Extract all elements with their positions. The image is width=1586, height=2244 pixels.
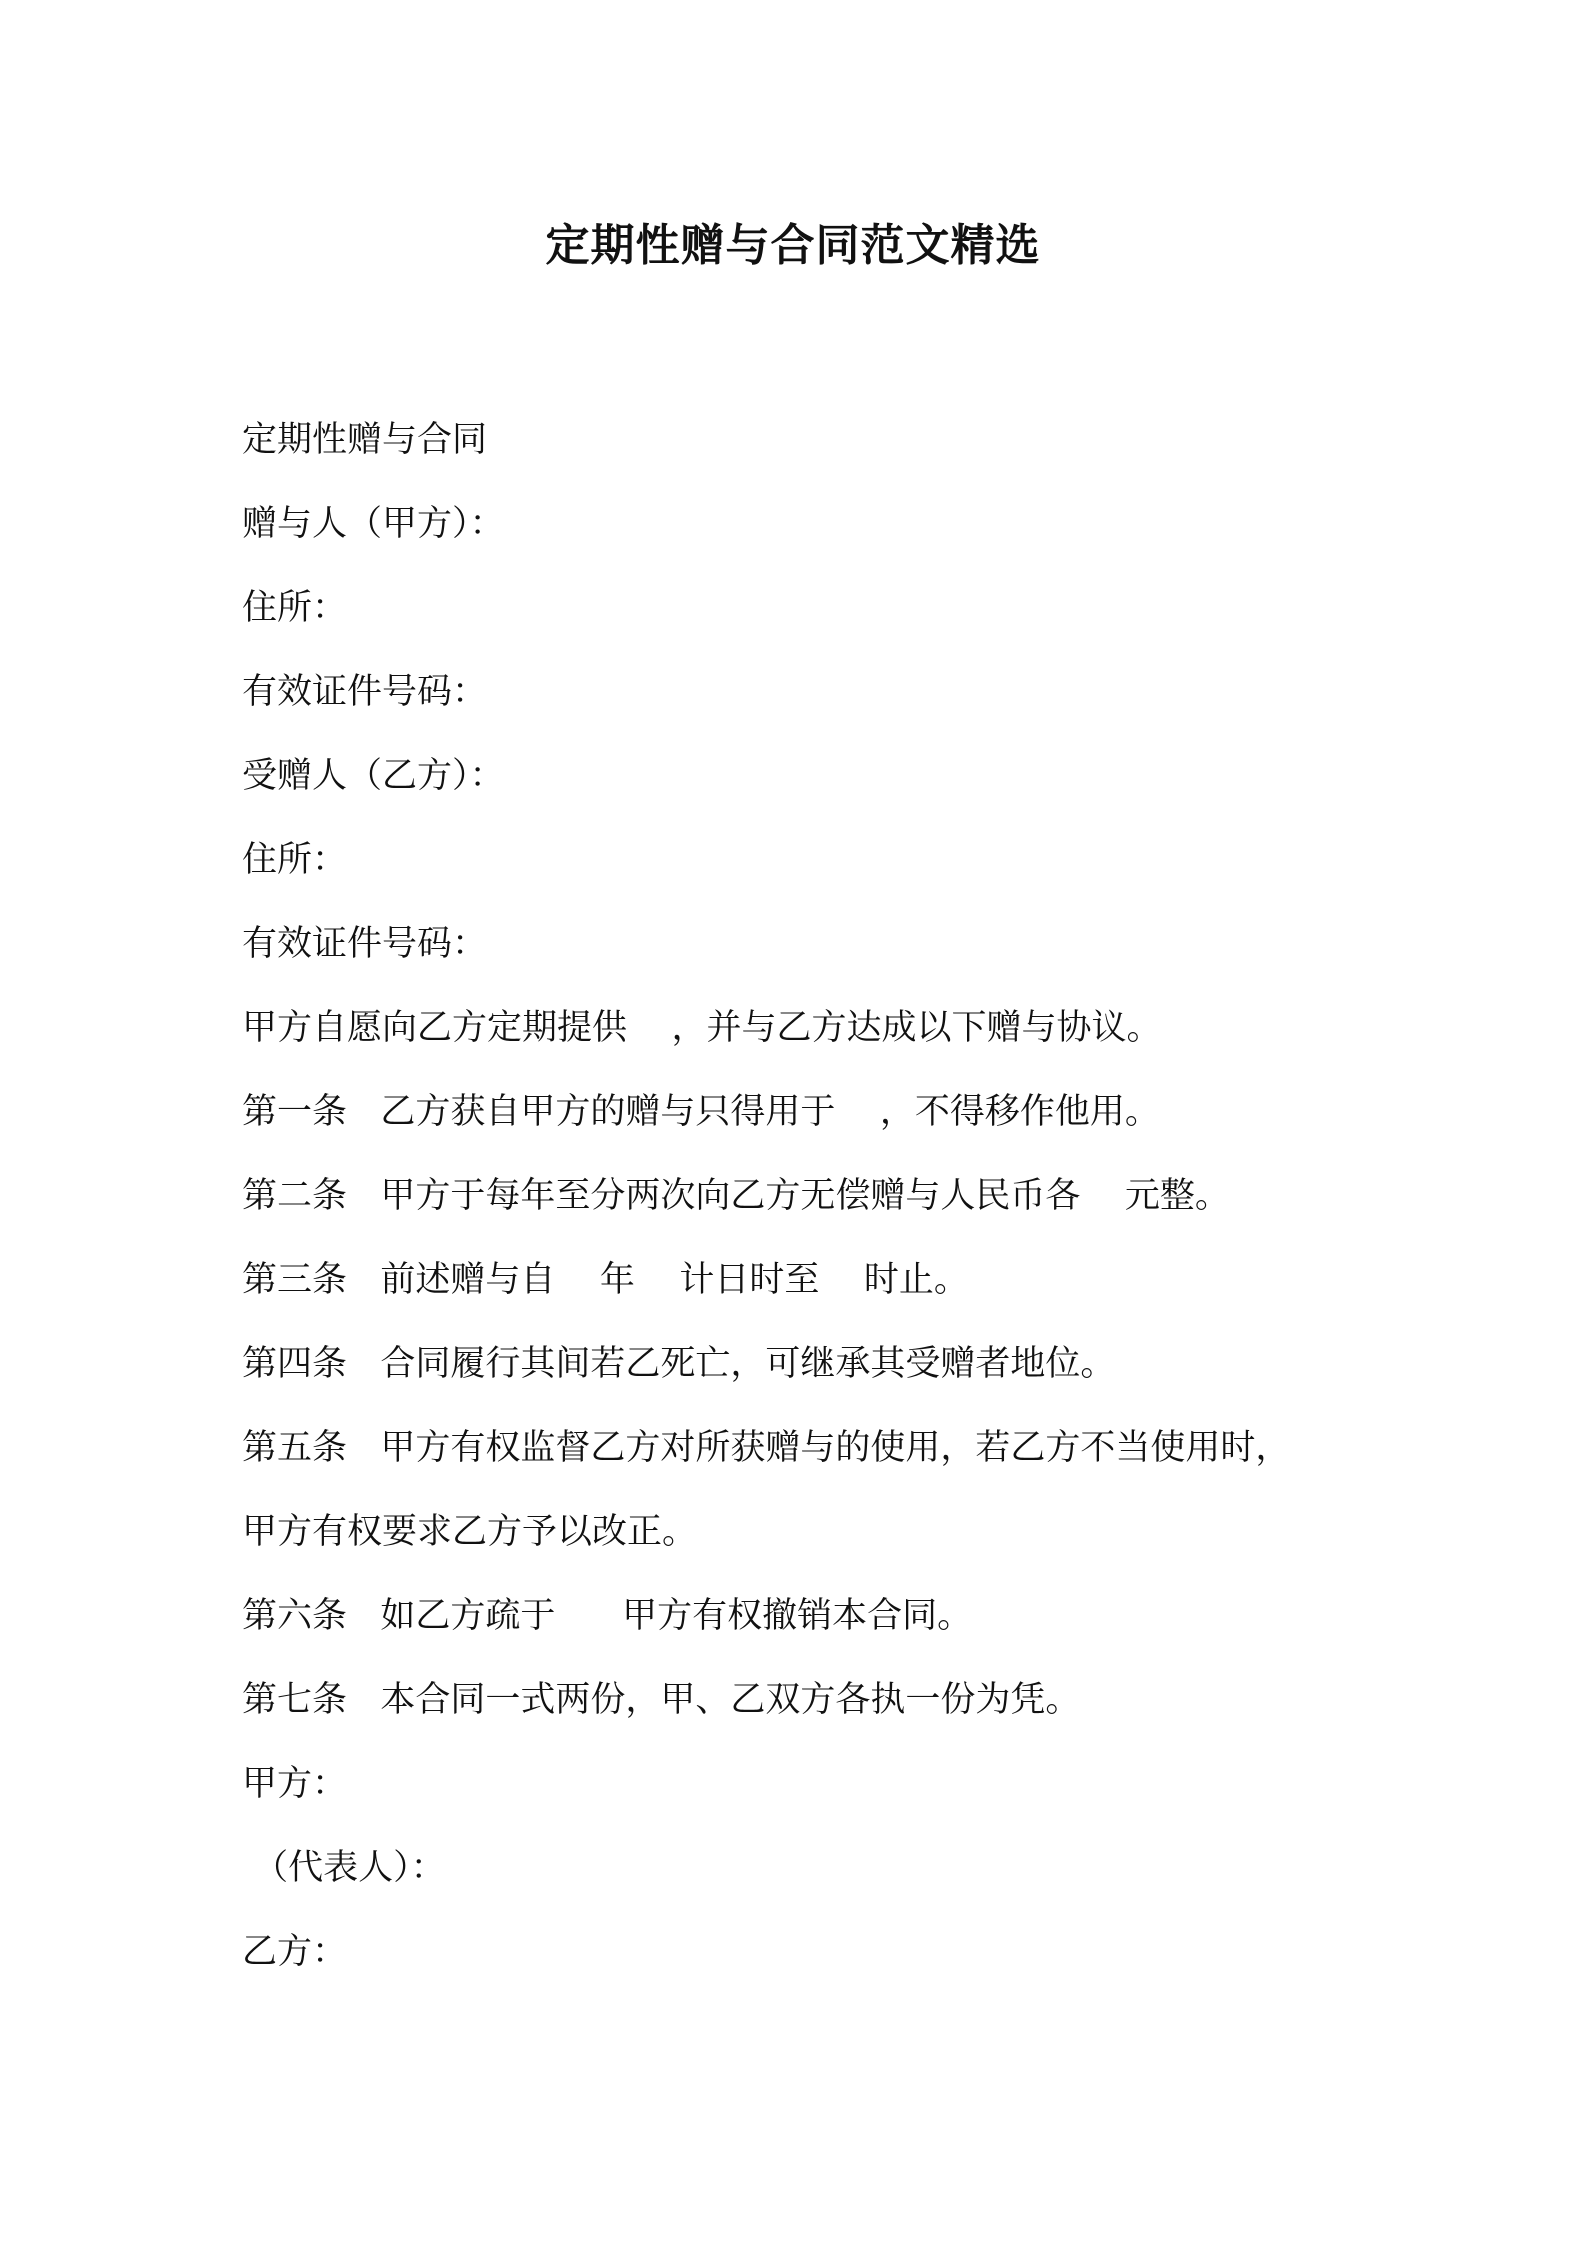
donor-address-label: 住所：	[242, 588, 348, 628]
donee-label: 受赠人（乙方）：	[242, 756, 505, 796]
donor-label: 赠与人（甲方）：	[242, 504, 505, 544]
document-title: 定期性赠与合同范文精选	[545, 220, 1041, 271]
article-4: 第四条 合同履行其间若乙死亡，可继承其受赠者地位。	[242, 1344, 1116, 1384]
article-2: 第二条 甲方于每年至分两次向乙方无偿赠与人民币各 元整。	[242, 1176, 1230, 1216]
donee-id-label: 有效证件号码：	[242, 924, 488, 964]
article-7: 第七条 本合同一式两份，甲、乙双方各执一份为凭。	[242, 1680, 1081, 1720]
article-1: 第一条 乙方获自甲方的赠与只得用于 ，不得移作他用。	[242, 1092, 1160, 1132]
article-6: 第六条 如乙方疏于 甲方有权撤销本合同。	[242, 1596, 973, 1636]
party-b-signature-label: 乙方：	[242, 1932, 348, 1972]
article-5: 第五条 甲方有权监督乙方对所获赠与的使用，若乙方不当使用时，	[242, 1428, 1291, 1468]
document-body	[242, 398, 1392, 1994]
article-3: 第三条 前述赠与自 年 计日时至 时止。	[242, 1260, 969, 1300]
party-a-signature-label: 甲方：	[242, 1764, 348, 1804]
preamble-clause: 甲方自愿向乙方定期提供 ，并与乙方达成以下赠与协议。	[242, 1008, 1162, 1048]
donor-id-label: 有效证件号码：	[242, 672, 488, 712]
donee-address-label: 住所：	[242, 840, 348, 880]
representative-label: （代表人）：	[242, 1848, 446, 1888]
contract-heading: 定期性赠与合同	[242, 420, 488, 460]
article-5-continued: 甲方有权要求乙方予以改正。	[242, 1512, 698, 1552]
